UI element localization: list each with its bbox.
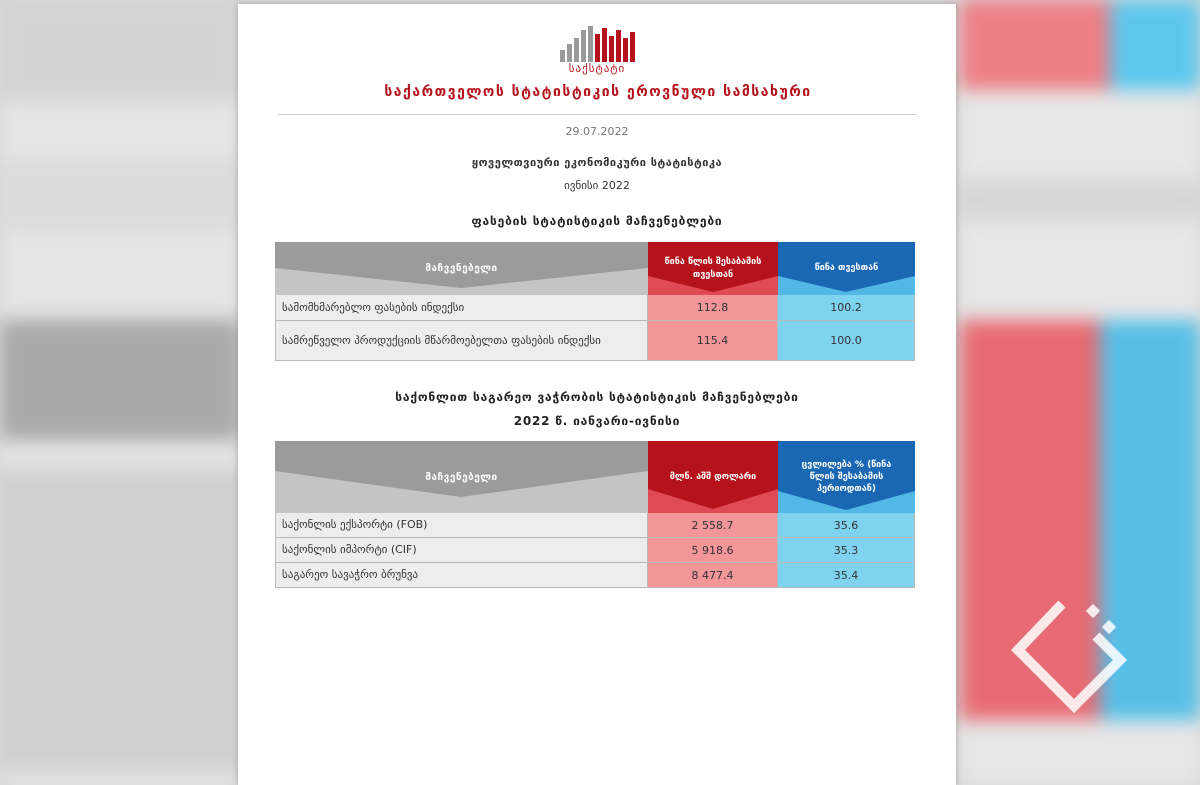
broadcaster-logo-icon bbox=[1004, 590, 1134, 720]
row-label: სამრეწველო პროდუქციის მწარმოებელთა ფასების ინდექსი bbox=[275, 321, 648, 361]
trade-section-title: საქონლით საგარეო ვაჭრობის სტატისტიკის მაჩვენებლები bbox=[395, 390, 799, 404]
row-label: საგარეო სავაჭრო ბრუნვა bbox=[275, 563, 648, 588]
prices-header-mom: წინა თვესთან bbox=[778, 242, 915, 295]
row-label: საქონლის ექსპორტი (FOB) bbox=[275, 513, 648, 538]
trade-table bbox=[275, 441, 915, 588]
prices-header-yoy: წინა წლის შესაბამის თვესთან bbox=[648, 242, 778, 295]
prices-table-header bbox=[275, 242, 915, 295]
row-value-yoy: 115.4 bbox=[648, 321, 778, 361]
row-value-usd: 8 477.4 bbox=[648, 563, 778, 588]
table-row bbox=[275, 538, 915, 563]
trade-table-header bbox=[275, 441, 915, 513]
table-row bbox=[275, 563, 915, 588]
logo-wordmark: საქსტატი bbox=[568, 62, 626, 75]
geostat-logo bbox=[556, 24, 638, 80]
trade-header-indicator: მაჩვენებელი bbox=[275, 441, 648, 513]
row-label: სამომხმარებლო ფასების ინდექსი bbox=[275, 295, 648, 321]
trade-header-change: ცვლილება % (წინა წლის შესაბამის პერიოდთან) bbox=[778, 441, 915, 513]
prices-header-indicator: მაჩვენებელი bbox=[275, 242, 648, 295]
table-row bbox=[275, 295, 915, 321]
row-value-change: 35.4 bbox=[778, 563, 915, 588]
row-value-usd: 2 558.7 bbox=[648, 513, 778, 538]
publication-date: 29.07.2022 bbox=[565, 125, 629, 138]
organization-title: საქართველოს სტატისტიკის ეროვნული სამსახური bbox=[384, 84, 812, 100]
prices-table bbox=[275, 242, 915, 361]
background-left-panel bbox=[0, 0, 240, 785]
row-label: საქონლის იმპორტი (CIF) bbox=[275, 538, 648, 563]
trade-section-period: 2022 წ. იანვარი-ივნისი bbox=[513, 414, 681, 428]
table-row bbox=[275, 321, 915, 361]
row-value-usd: 5 918.6 bbox=[648, 538, 778, 563]
bar-chart-logo-icon bbox=[558, 24, 638, 62]
header-divider bbox=[278, 114, 916, 115]
document-page bbox=[238, 4, 956, 785]
row-value-yoy: 112.8 bbox=[648, 295, 778, 321]
row-value-mom: 100.2 bbox=[778, 295, 915, 321]
report-title: ყოველთვიური ეკონომიკური სტატისტიკა bbox=[471, 156, 723, 169]
row-value-change: 35.3 bbox=[778, 538, 915, 563]
trade-header-usd: მლნ. აშშ დოლარი bbox=[648, 441, 778, 513]
row-value-mom: 100.0 bbox=[778, 321, 915, 361]
row-value-change: 35.6 bbox=[778, 513, 915, 538]
table-row bbox=[275, 513, 915, 538]
prices-section-title: ფასების სტატისტიკის მაჩვენებლები bbox=[471, 214, 723, 228]
report-period: ივნისი 2022 bbox=[564, 179, 630, 192]
